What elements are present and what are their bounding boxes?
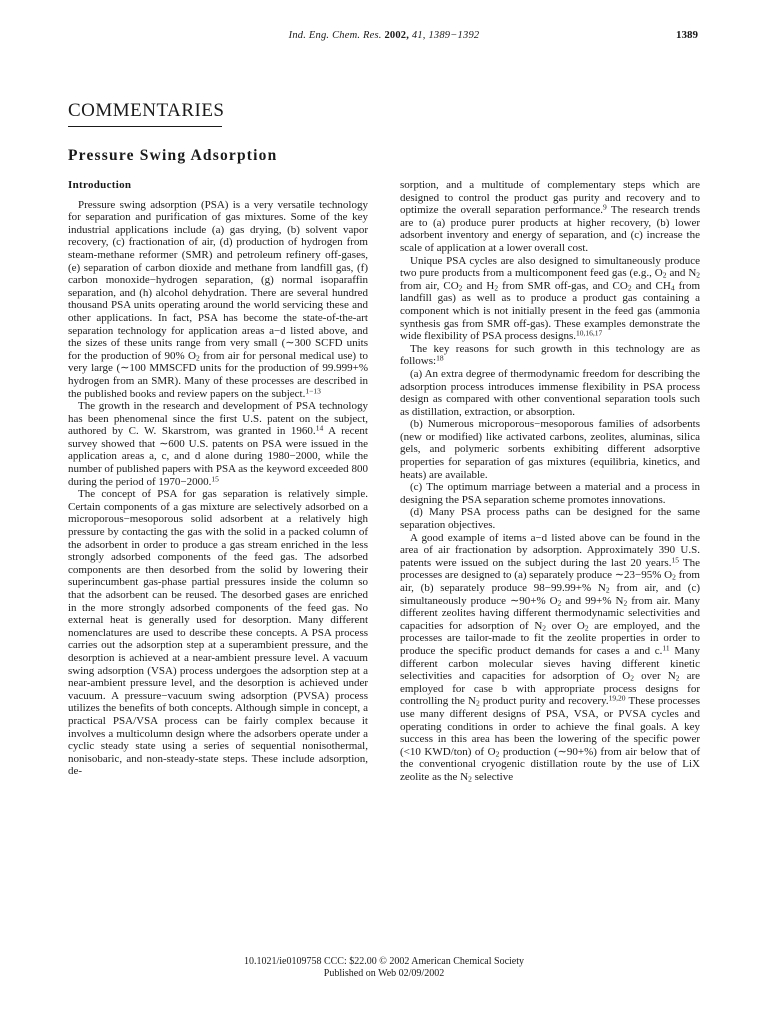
paragraph: Pressure swing adsorption (PSA) is a very versatile technology for separation and purification of gas mixtures. Some of the key industrial applications include (a) gas drying, (b) solvent vapor recovery, (c) fractionation of air, (d) production of hydrogen from steam-methane reformer (SMR) and petroleum refinery off-gases, (e) separation of carbon dioxide and methane from landfill gas, (f) carbon monoxide−hydrogen separation, (g) normal isoparaffin separation, and (h) alcohol dehydration. There are several hundred thousand PSA units operating around the world servicing these and other applications. In fact, PSA has become the state-of-the-art separation technology for application areas a−d listed above, and the sizes of these units range from very small (∼300 SCFD units for the production of 90% $O_2$ from air for personal medical use) to very large (∼100 MMSCFD units for the production of 99.999+% hydrogen from an SMR). Many of these processes are described in the published books and review papers on the subject.$^{1-13}$ bbox=[68, 198, 368, 400]
introduction-heading: Introduction bbox=[68, 179, 132, 191]
journal-year: 2002, bbox=[384, 30, 410, 41]
journal-citation bbox=[0, 30, 768, 41]
article-title: Pressure Swing Adsorption bbox=[68, 147, 278, 164]
left-column bbox=[68, 179, 368, 778]
paragraph: (c) The optimum marriage between a material and a process in designing the PSA separation scheme promotes innovations. bbox=[400, 481, 700, 506]
paragraph: The concept of PSA for gas separation is relatively simple. Certain components of a gas mixture are selectively adsorbed on a microporous−mesoporous solid adsorbent at a relatively high pressure by contacting the gas with the solid in a packed column of the adsorbent in order to produce a gas stream enriched in the less strongly adsorbed components of the feed gas. The adsorbed components are then desorbed from the solid by lowering their superincumbent gas-phase partial pressures inside the column so that the adsorbent can be reused. The desorbed gases are enriched in the more strongly adsorbed components of the feed gas. No external heat is generally used for desorption. Many different nomenclatures are used to describe these concepts. A PSA process carries out the adsorption step at a superambient pressure, and the desorption is achieved at a near-ambient pressure level. A vacuum swing adsorption (VSA) process undergoes the adsorption step at a near-ambient pressure level, and the desorption is achieved under vacuum. A pressure−vacuum swing adsorption (PVSA) process utilizes the benefits of both concepts. Although simple in concept, a practical PSA/VSA process can be fairly complex because it involves a multicolumn design where the adsorbers operate under a cyclic steady state using a series of sequential nonisothermal, nonisobaric, and non-steady-state steps. These include adsorption, de- bbox=[68, 488, 368, 778]
page-number: 1389 bbox=[676, 29, 698, 41]
journal-volume: 41, bbox=[411, 30, 426, 41]
right-column bbox=[400, 179, 700, 784]
journal-pages: 1389−1392 bbox=[428, 30, 480, 41]
paragraph: sorption, and a multitude of complementary steps which are designed to control the product gas purity and recovery and to optimize the overall separation performance.$^9$ The research trends are to (a) produce purer products at higher recovery, (b) lower adsorbent inventory and energy of separation, and (c) increase the scale of application at a lower overall cost. bbox=[400, 179, 701, 254]
running-head bbox=[0, 30, 768, 50]
paragraph: The key reasons for such growth in this technology are as follows:$^{18}$ bbox=[400, 342, 700, 368]
paragraph: Unique PSA cycles are also designed to simultaneously produce two pure products from a multicomponent feed gas (e.g., $O_2$ and $N_2$ from air, $CO_2$ and $H_2$ from SMR off-gas, and $CO_2$ and $CH_4$ from landfill gas) as well as to produce a product gas containing a component which is not initially present in the feed gas (ammonia synthesis gas from SMR off-gas). These examples demonstrate the wide flexibility of PSA process designs.$^{10,16,17}$ bbox=[400, 254, 701, 343]
journal-name: Ind. Eng. Chem. Res. bbox=[288, 30, 382, 41]
paragraph: (d) Many PSA process paths can be designed for the same separation objectives. bbox=[400, 506, 700, 532]
section-heading: COMMENTARIES bbox=[68, 100, 225, 121]
paragraph: (a) An extra degree of thermodynamic freedom for describing the adsorption process introduces immense flexibility in PSA process design as compared with other conventional separation tools such as distillation, extraction, or absorption. bbox=[400, 367, 700, 418]
paragraph: (b) Numerous microporous−mesoporous families of adsorbents (new or modified) like activated carbons, zeolites, aluminas, silica gels, and polymeric sorbents exhibiting different adsorptive properties for separation of gas mixtures (equilibria, kinetics, and heats) are available. bbox=[400, 418, 700, 481]
paragraph: A good example of items a−d listed above can be found in the area of air fractionation by adsorption. Approximately 390 U.S. patents were issued on the subject during the last 20 years.$^{15}$ The processes are designed to (a) separately produce ∼23−95% $O_2$ from air, (b) separately produce 98−99.99+% $N_2$ from air, and (c) simultaneously produce ∼90+% $O_2$ and 99+% $N_2$ from air. Many different zeolites having different thermodynamic selectivities and capacities for adsorption of $N_2$ over $O_2$ are employed, and the processes are tailor-made to fit the zeolite properties in order to produce the specific product demands for cases a and c.$^{11}$ Many different carbon molecular sieves having different kinetic selectivities and capacities for adsorption of $O_2$ over $N_2$ are employed for case b with appropriate process designs for controlling the $N_2$ product purity and recovery.$^{19,20}$ These processes use many different designs of PSA, VSA, or PVSA cycles and operating conditions in order to achieve the final goals. A key success in this area has been the lowering of the specific power (<10 KWD/ton) of $O_2$ production (∼90+%) from air below that of the conventional cryogenic distillation route by the use of LiX zeolite as the $N_2$ selective bbox=[400, 531, 701, 784]
paragraph: The growth in the research and development of PSA technology has been phenomenal since the first U.S. patent on the subject, authored by C. W. Skarstrom, was granted in 1960.14 A recent survey showed that ∼600 U.S. patents on PSA were issued in the application areas a, c, and d alone during 1980−2000, while the number of published papers with PSA as the keyword exceeded 800 during the period of 1970−2000.15 bbox=[68, 400, 368, 488]
section-rule bbox=[68, 126, 222, 127]
footer-published: Published on Web 02/09/2002 bbox=[323, 968, 445, 979]
footer-doi: 10.1021/ie0109758 CCC: $22.00 © 2002 American Chemical Society bbox=[243, 956, 525, 967]
